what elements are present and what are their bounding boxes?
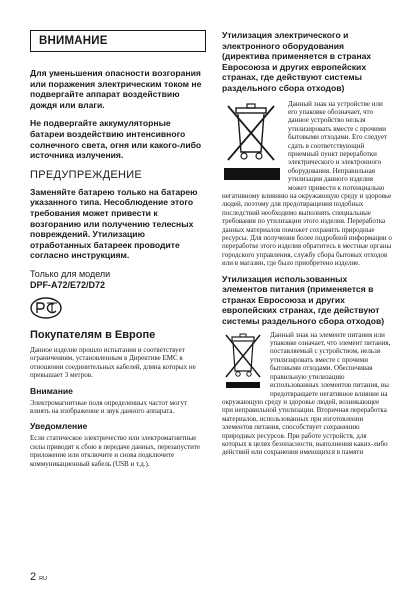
page-number: 2 <box>30 571 37 583</box>
warning-title: ВНИМАНИЕ <box>39 35 108 47</box>
caution-para: Заменяйте батарею только на батарею указанного типа. Несоблюдение этого требования может привести к возгоранию или получению телесных повреждений. Утилизацию отработанных батареек проводите согласно инструкциям. <box>30 186 198 261</box>
crossed-out-bin-small-icon <box>222 331 266 391</box>
europe-text: Данное изделие прошло испытания и соответствует ограничениям, установленным в Директиве EMC в отношении соединительных кабелей, длина которых не превышает 3 метров. <box>30 345 196 380</box>
battery-text: Данный знак на элементе питания или упаковке означает, что элемент питания, поставляемый с устройством, нельзя утилизировать вместе с прочими бытовыми отходами. Обеспечивая правильную утилизацию использованных элементов питания, вы предотвращаете негативное влияние на окружающую среду и здоровье людей, возникающее при неправильной утилизации. Вторичная переработка материалов, использованных при изготовлении элементов питания, способствует сохранению природных ресурсов. При работе устройств, для которых в целях безопасности, выполнения каких-либо действий или сохранения имеющихся в памяти <box>222 330 391 457</box>
crossed-out-wheelie-bin-icon <box>222 100 284 184</box>
right-column <box>222 30 392 463</box>
battery-title: Утилизация использованных элементов питания (применяется в странах Евросоюза и других европейских странах, где действуют системы раздельного сбора отходов) <box>222 273 385 327</box>
model-label: Только для модели <box>30 268 111 279</box>
warning-box <box>30 30 206 52</box>
weee-section <box>222 100 392 274</box>
model-codes: DPF-A72/E72/D72 <box>30 279 106 290</box>
left-column <box>30 30 206 474</box>
pct-logo-row <box>30 297 206 319</box>
warning-para-sunlight: Не подвергайте аккумуляторные батареи воздействию интенсивного солнечного света, огня или какого-либо источника излучения. <box>30 118 202 161</box>
attention-title: Внимание <box>30 385 73 396</box>
notice-title: Уведомление <box>30 421 88 432</box>
notice-text: Если статическое электричество или электромагнитные силы приводят к сбою в передаче данных, перезапустите приложение или отключите и снова подключите коммуникационный кабель (USB и т.д.). <box>30 434 201 468</box>
caution-title: ПРЕДУПРЕЖДЕНИЕ <box>30 168 143 181</box>
battery-section <box>222 331 392 463</box>
warning-para-rain: Для уменьшения опасности возгорания или поражения электрическим током не подвергайте аппарат воздействию дождя или влаги. <box>30 68 202 110</box>
page-language: RU <box>39 576 48 582</box>
weee-text: Данный знак на устройстве или его упаковке обозначает, что данное устройство нельзя утилизировать вместе с прочими бытовыми отходами. Его следует сдать в соответствующий приемный пункт переработки электрического и электронного оборудования. Неправильная утилизация данного изделия может привести к потенциально негативному влиянию на окружающую среду и здоровье людей, поэтому для предотвращения подобных последствий необходимо выполнять специальные требования по утилизации этого изделия. Переработка данных материалов поможет сохранить природные ресурсы. Для получения более подробной информации о переработке этого изделия обратитесь в местные органы городского управления, службу сбора бытовых отходов или в магазин, где было приобретено изделие. <box>222 99 392 268</box>
pct-certification-logo <box>30 297 64 319</box>
europe-title: Покупателям в Европе <box>30 328 156 341</box>
weee-title: Утилизация электрического и электронного оборудования (директива применяется в странах Евросоюза и других европейских странах, где действуют системы раздельного сбора отходов) <box>222 30 372 93</box>
page-footer <box>30 571 47 583</box>
attention-text: Электромагнитные поля определенных частот могут влиять на изображение и звук данного аппарата. <box>30 398 188 415</box>
